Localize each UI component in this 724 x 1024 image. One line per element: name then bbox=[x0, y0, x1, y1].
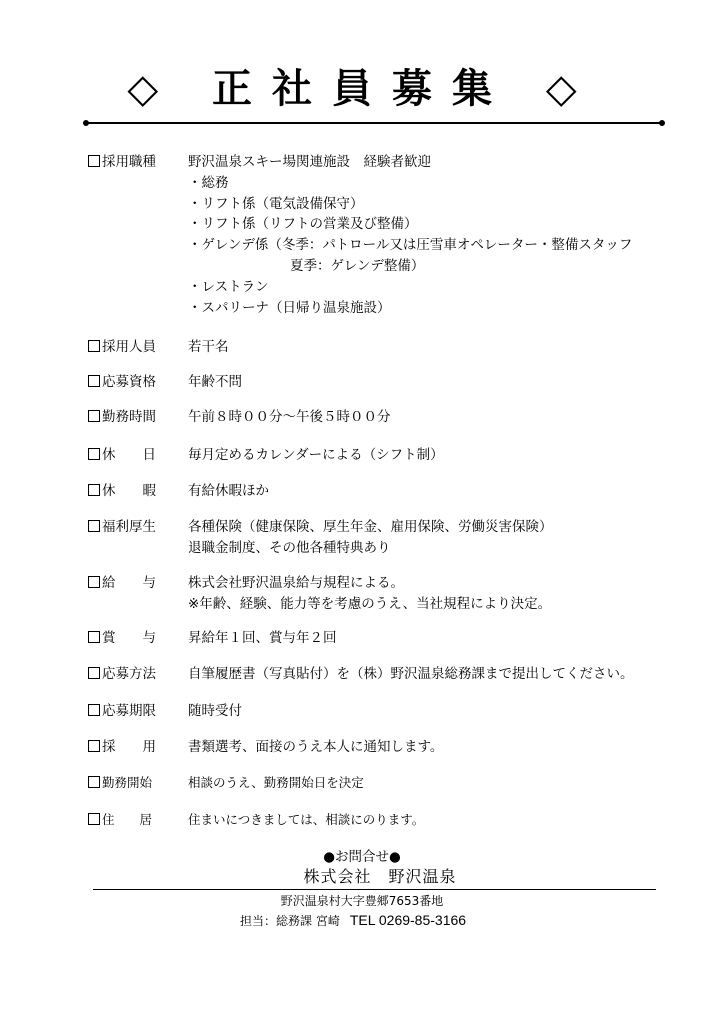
page-title: ◇ 正社員募集 ◇ bbox=[127, 66, 597, 112]
checkbox-icon bbox=[88, 155, 100, 167]
section-label: 応募資格 bbox=[88, 372, 183, 392]
salary-line: 株式会社野沢温泉給与規程による。 bbox=[188, 575, 404, 591]
section-value: 若干名 bbox=[188, 339, 229, 355]
divider-left-dot bbox=[83, 120, 89, 126]
checkbox-icon bbox=[88, 740, 100, 752]
section-value: 書類選考、面接のうえ本人に通知します。 bbox=[188, 739, 444, 755]
section-label: 採用人員 bbox=[88, 337, 183, 357]
section-value: 年齢不問 bbox=[188, 374, 242, 390]
checkbox-icon bbox=[88, 813, 100, 825]
job-type-line: 夏季：ゲレンデ整備） bbox=[290, 257, 425, 274]
benefits-line: 退職金制度、その他各種特典あり bbox=[188, 539, 391, 556]
section-label: 採 用 bbox=[88, 737, 183, 757]
job-type-line: ・リフト係（リフトの営業及び整備） bbox=[188, 216, 418, 233]
section-label: 福利厚生 bbox=[88, 517, 183, 537]
section-label: 勤務開始 bbox=[88, 773, 183, 793]
title-divider bbox=[86, 122, 662, 124]
section-value bbox=[188, 152, 632, 318]
job-type-line: ・ゲレンデ係（冬季：パトロール又は圧雪車オペレーター・整備スタッフ bbox=[188, 237, 633, 254]
section-value: 相談のうえ、勤務開始日を決定 bbox=[188, 775, 364, 790]
job-type-line: ・スパリーナ（日帰り温泉施設） bbox=[188, 299, 391, 316]
checkbox-icon bbox=[88, 375, 100, 387]
checkbox-icon bbox=[88, 667, 100, 679]
contact-heading: ●お問合せ● bbox=[323, 849, 401, 865]
contact-person-line bbox=[240, 910, 466, 931]
section-value: 昇給年１回、賞与年２回 bbox=[188, 630, 337, 646]
benefits-line: 各種保険（健康保険、厚生年金、雇用保険、労働災害保険） bbox=[188, 519, 553, 535]
checkbox-icon bbox=[88, 520, 100, 532]
checkbox-icon bbox=[88, 448, 100, 460]
checkbox-icon bbox=[88, 340, 100, 352]
section-value: 毎月定めるカレンダーによる（シフト制） bbox=[188, 447, 444, 463]
section-label: 勤務時間 bbox=[88, 407, 183, 427]
checkbox-icon bbox=[88, 704, 100, 716]
checkbox-icon bbox=[88, 576, 100, 588]
section-value: 自筆履歴書（写真貼付）を（株）野沢温泉総務課まで提出してください。 bbox=[188, 666, 634, 682]
section-label: 休 暇 bbox=[88, 481, 183, 501]
section-label: 採用職種 bbox=[88, 152, 183, 172]
company-name: 株式会社 野沢温泉 bbox=[303, 867, 457, 886]
contact-tel: TEL 0269-85-3166 bbox=[349, 912, 467, 928]
checkbox-icon bbox=[88, 631, 100, 643]
section-label: 応募方法 bbox=[88, 664, 183, 684]
contact-person: 担当：総務課 宮崎 bbox=[240, 914, 340, 928]
section-value bbox=[188, 517, 553, 559]
job-type-line: ・レストラン bbox=[188, 278, 269, 295]
job-type-line: 野沢温泉スキー場関連施設 経験者歓迎 bbox=[188, 154, 431, 170]
section-label: 応募期限 bbox=[88, 701, 183, 721]
checkbox-icon bbox=[88, 410, 100, 422]
section-value: 住まいにつきましては、相談にのります。 bbox=[188, 812, 425, 827]
section-label: 休 日 bbox=[88, 445, 183, 465]
job-type-line: ・総務 bbox=[188, 174, 229, 191]
section-value: 随時受付 bbox=[188, 703, 242, 719]
section-label: 給 与 bbox=[88, 573, 183, 593]
checkbox-icon bbox=[88, 484, 100, 496]
section-value: 午前８時００分～午後５時００分 bbox=[188, 409, 391, 425]
job-type-line: ・リフト係（電気設備保守） bbox=[188, 195, 364, 212]
section-value bbox=[188, 573, 551, 615]
divider-right-dot bbox=[659, 120, 665, 126]
company-address: 野沢温泉村大字豊郷7653番地 bbox=[280, 894, 444, 908]
section-label: 賞 与 bbox=[88, 628, 183, 648]
contact-divider bbox=[93, 889, 656, 890]
checkbox-icon bbox=[88, 776, 100, 788]
salary-line: ※年齢、経験、能力等を考慮のうえ、当社規程により決定。 bbox=[188, 595, 552, 612]
section-value: 有給休暇ほか bbox=[188, 483, 269, 499]
section-label: 住 居 bbox=[88, 810, 183, 830]
